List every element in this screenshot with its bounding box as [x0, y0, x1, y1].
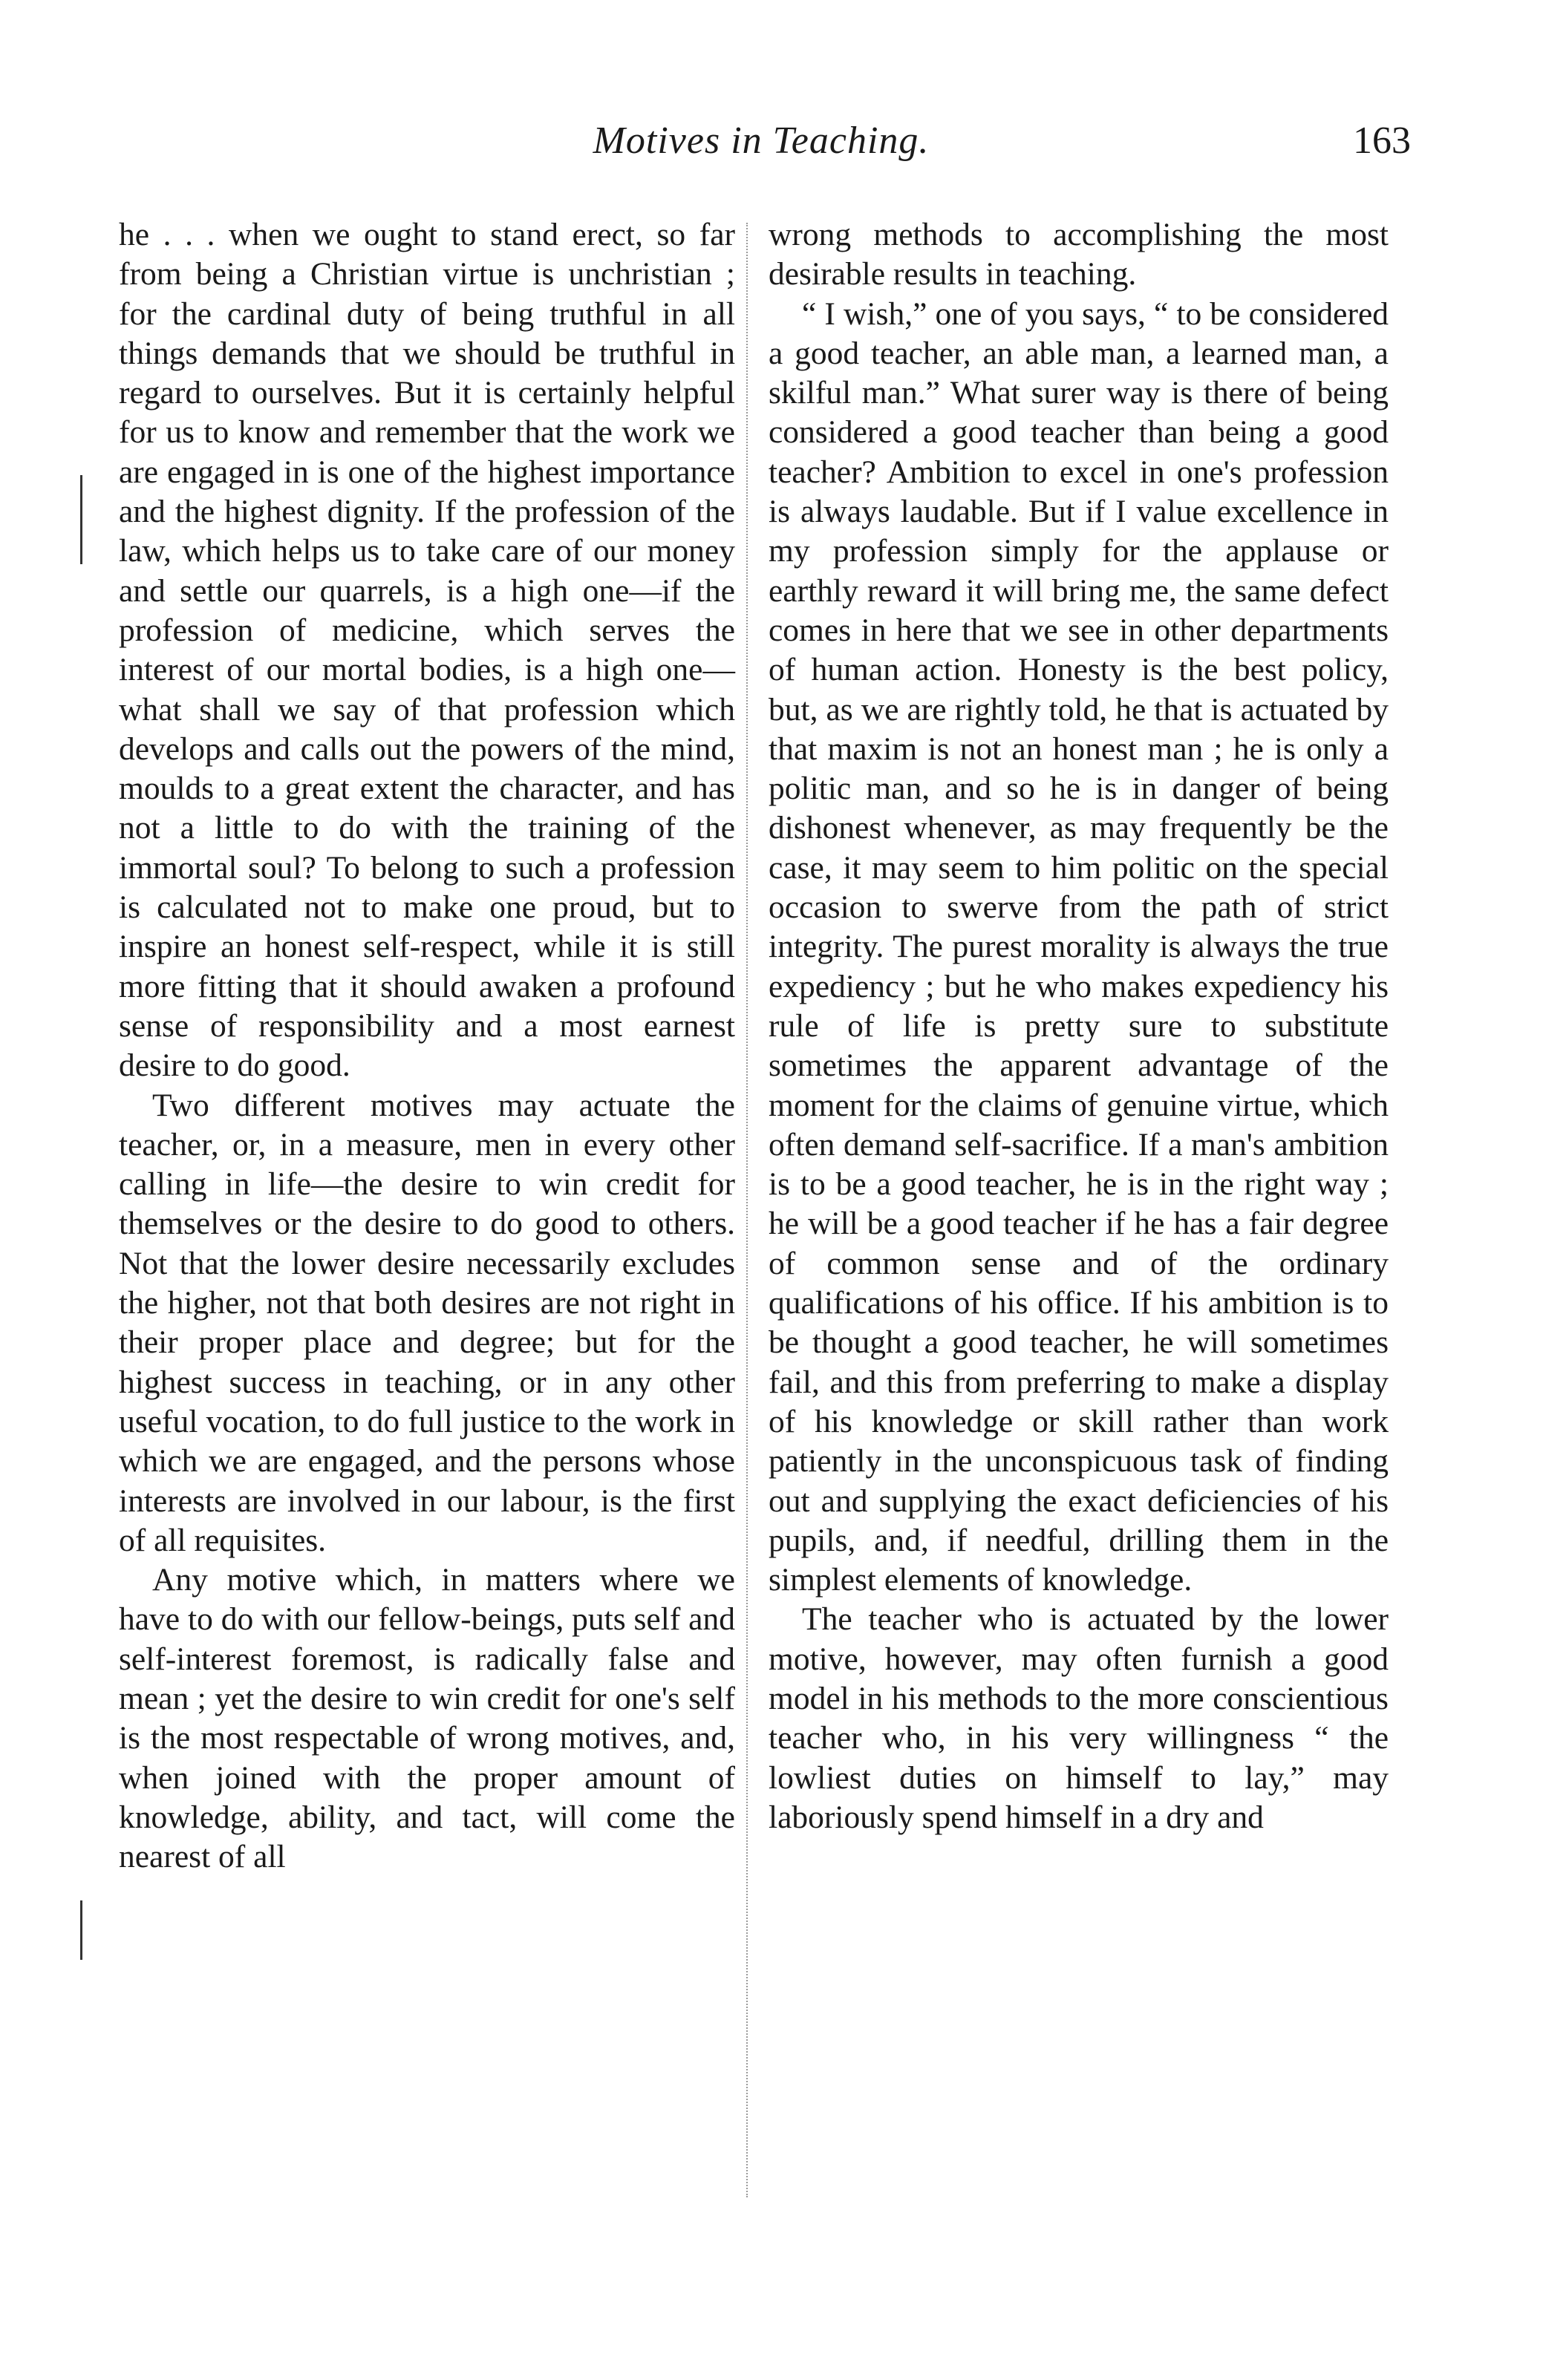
- right-column: [769, 215, 1389, 1837]
- paragraph: he . . . when we ought to stand erect, so far from being a Christian virtue is unchristian ; for the cardinal duty of being truthful in all things demands that we should be truthful in regard to ourselves. But it is certainly helpful for us to know and remember that the work we are engaged in is one of the highest importance and the highest dignity. If the profession of the law, which helps us to take care of our money and settle our quarrels, is a high one—if the profession of medicine, which serves the interest of our mortal bodies, is a high one—what shall we say of that profession which develops and calls out the powers of the mind, moulds to a great extent the character, and has not a little to do with the training of the immortal soul? To belong to such a profession is calculated not to make one proud, but to inspire an honest self-respect, while it is still more fitting that it should awaken a profound sense of responsibility and a most earnest desire to do good.: [119, 217, 735, 1084]
- paragraph: “ I wish,” one of you says, “ to be considered a good teacher, an able man, a learned man, a skilful man.” What surer way is there of being considered a good teacher than being a good teacher? Ambition to excel in one's profession is always laudable. But if I value excellence in my profession simply for the applause or earthly reward it will bring me, the same defect comes in here that we see in other departments of human action. Honesty is the best policy, but, as we are rightly told, he that is actuated by that maxim is not an honest man ; he is only a politic man, and so he is in danger of being dishonest whenever, as may frequently be the case, it may seem to him politic on the special occasion to swerve from the path of strict integrity. The purest morality is always the true expediency ; but he who makes expediency his rule of life is pretty sure to substitute sometimes the apparent advantage of the moment for the claims of genuine virtue, which often demand self-sacrifice. If a man's ambition is to be a good teacher, he is in the right way ; he will be a good teacher if he has a fair degree of common sense and of the ordinary qualifications of his office. If his ambition is to be thought a good teacher, he will sometimes fail, and this from preferring to make a display of his knowledge or skill rather than work patiently in the unconspicuous task of finding out and supplying the exact deficiencies of his pupils, and, if needful, drilling them in the simplest elements of knowledge.: [769, 295, 1389, 1598]
- running-title: Motives in Teaching.: [593, 120, 930, 162]
- margin-mark: [80, 475, 82, 564]
- page-number: 163: [1353, 120, 1411, 162]
- left-column: [119, 215, 735, 1877]
- column-divider: [746, 223, 748, 2197]
- margin-mark: [80, 1900, 82, 1960]
- paragraph: wrong methods to accomplishing the most desirable results in teaching.: [769, 217, 1389, 292]
- paragraph: Two different motives may actuate the teacher, or, in a measure, men in every other calling in life—the desire to win credit for themselves or the desire to do good to others. Not that the lower desire necessarily excludes the higher, not that both desires are not right in their proper place and degree; but for the highest success in teaching, or in any other useful vocation, to do full justice to the work in which we are engaged, and the persons whose interests are involved in our labour, is the first of all requisites.: [119, 1087, 735, 1558]
- paragraph: The teacher who is actuated by the lower motive, however, may often furnish a good model in his methods to the more conscientious teacher who, in his very willingness “ the lowliest duties on himself to lay,” may laboriously spend himself in a dry and: [769, 1601, 1389, 1835]
- paragraph: Any motive which, in matters where we have to do with our fellow-beings, puts self and self-interest foremost, is radically false and mean ; yet the desire to win credit for one's self is the most respectable of wrong motives, and, when joined with the proper amount of knowledge, ability, and tact, will come the nearest of all: [119, 1562, 735, 1875]
- running-head: [111, 119, 1411, 171]
